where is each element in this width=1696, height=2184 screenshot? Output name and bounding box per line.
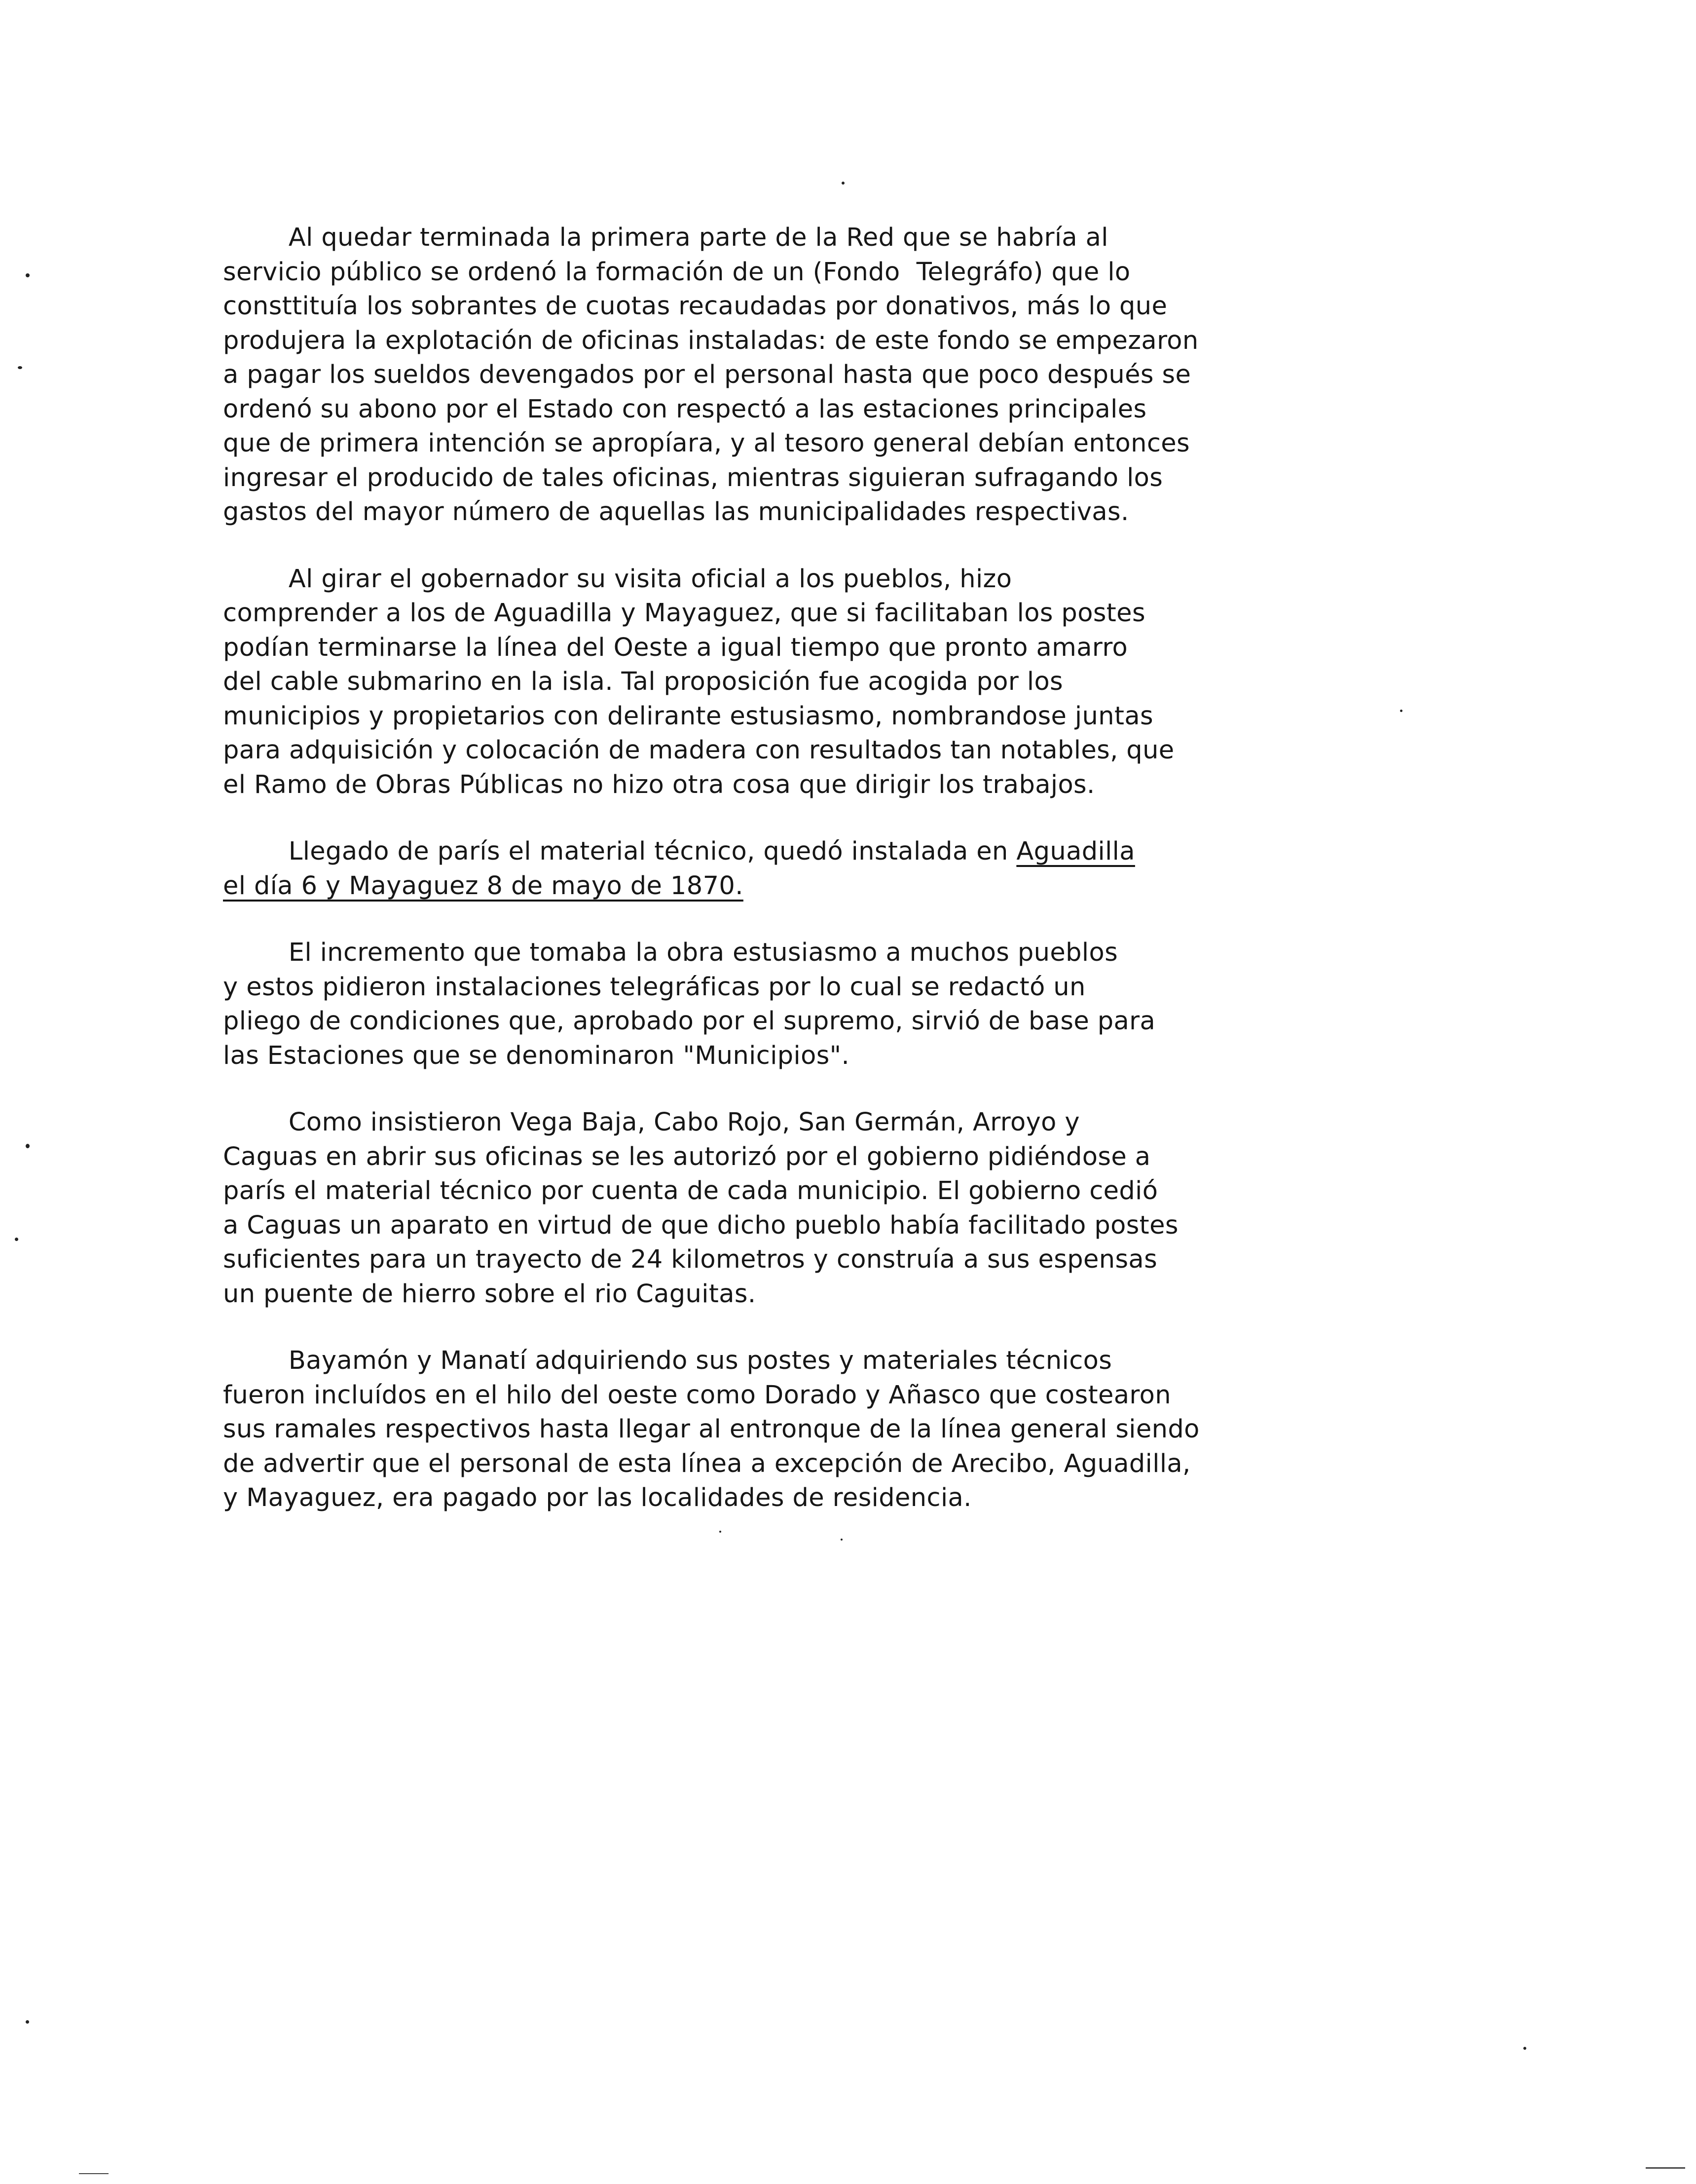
paragraph-incremento-obra — [223, 936, 1476, 1073]
text-line: Caguas en abrir sus oficinas se les autorizó por el gobierno pidiéndose a — [223, 1142, 1151, 1171]
text-line: ordenó su abono por el Estado con respectó a las estaciones principales — [223, 394, 1147, 424]
text-line: parís el material técnico por cuenta de cada municipio. El gobierno cedió — [223, 1176, 1158, 1205]
paragraph-red-telegrafo — [223, 221, 1476, 529]
text-line: consttituía los sobrantes de cuotas recaudadas por donativos, más lo que — [223, 292, 1168, 321]
text-line — [223, 834, 1476, 869]
paragraph-oficinas-municipios — [223, 1105, 1476, 1311]
text-line: el Ramo de Obras Públicas no hizo otra cosa que dirigir los trabajos. — [223, 770, 1095, 799]
text-line: del cable submarino en la isla. Tal proposición fue acogida por los — [223, 667, 1064, 696]
text-line: fueron incluídos en el hilo del oeste como Dorado y Añasco que costearon — [223, 1380, 1172, 1410]
text-line: para adquisición y colocación de madera con resultados tan notables, que — [223, 736, 1175, 765]
scan-speck — [18, 366, 22, 369]
text-line: servicio público se ordenó la formación de un (Fondo Telegráfo) que lo — [223, 257, 1131, 287]
underlined-text: Aguadilla — [1016, 837, 1135, 866]
text-line: Al girar el gobernador su visita oficial a los pueblos, hizo — [223, 564, 1012, 594]
text-line: y Mayaguez, era pagado por las localidades de residencia. — [223, 1483, 972, 1512]
scan-speck — [26, 1144, 30, 1148]
scan-mark — [79, 2173, 109, 2174]
text-line: un puente de hierro sobre el rio Caguitas. — [223, 1279, 756, 1309]
paragraph-visita-gobernador — [223, 562, 1476, 802]
scan-speck — [842, 182, 845, 185]
text-line: comprender a los de Aguadilla y Mayaguez, que si facilitaban los postes — [223, 599, 1145, 628]
text-line: El incremento que tomaba la obra estusiasmo a muchos pueblos — [223, 938, 1118, 967]
text-line: municipios y propietarios con delirante estusiasmo, nombrandose juntas — [223, 701, 1153, 731]
text-line: suficientes para un trayecto de 24 kilometros y construía a sus espensas — [223, 1245, 1158, 1274]
text-line: de advertir que el personal de esta línea a excepción de Arecibo, Aguadilla, — [223, 1449, 1191, 1478]
scan-speck — [1523, 2047, 1526, 2050]
text-line: gastos del mayor número de aquellas las municipalidades respectivas. — [223, 497, 1129, 527]
text-line: a Caguas un aparato en virtud de que dicho pueblo había facilitado postes — [223, 1210, 1179, 1240]
text-line: podían terminarse la línea del Oeste a igual tiempo que pronto amarro — [223, 633, 1128, 662]
text-line: Como insistieron Vega Baja, Cabo Rojo, San Germán, Arroyo y — [223, 1108, 1080, 1137]
text-line: y estos pidieron instalaciones telegráficas por lo cual se redactó un — [223, 972, 1086, 1002]
scan-speck — [26, 2020, 29, 2024]
text-line: produjera la explotación de oficinas instaladas: de este fondo se empezaron — [223, 326, 1199, 355]
scan-mark — [1646, 2167, 1685, 2169]
document-body — [223, 221, 1476, 1548]
paragraph-material-tecnico — [223, 834, 1476, 903]
underlined-text: el día 6 y Mayaguez 8 de mayo de 1870. — [223, 871, 743, 901]
text-line: ingresar el producido de tales oficinas, mientras siguieran sufragando los — [223, 463, 1163, 492]
scan-speck — [26, 273, 30, 277]
text-line: que de primera intención se apropíara, y al tesoro general debían entonces — [223, 429, 1190, 458]
scan-speck — [15, 1238, 18, 1241]
paragraph-bayamon-manati — [223, 1344, 1476, 1515]
text-line: sus ramales respectivos hasta llegar al entronque de la línea general siendo — [223, 1415, 1200, 1444]
text-line: Bayamón y Manatí adquiriendo sus postes y materiales técnicos — [223, 1346, 1112, 1375]
text-span: Llegado de parís el material técnico, quedó instalada en — [223, 837, 1017, 866]
text-line: pliego de condiciones que, aprobado por el supremo, sirvió de base para — [223, 1007, 1156, 1036]
text-line: las Estaciones que se denominaron "Municipios". — [223, 1041, 850, 1070]
text-line: Al quedar terminada la primera parte de la Red que se habría al — [223, 223, 1108, 252]
text-line: a pagar los sueldos devengados por el personal hasta que poco después se — [223, 360, 1191, 389]
text-line — [223, 869, 1476, 904]
